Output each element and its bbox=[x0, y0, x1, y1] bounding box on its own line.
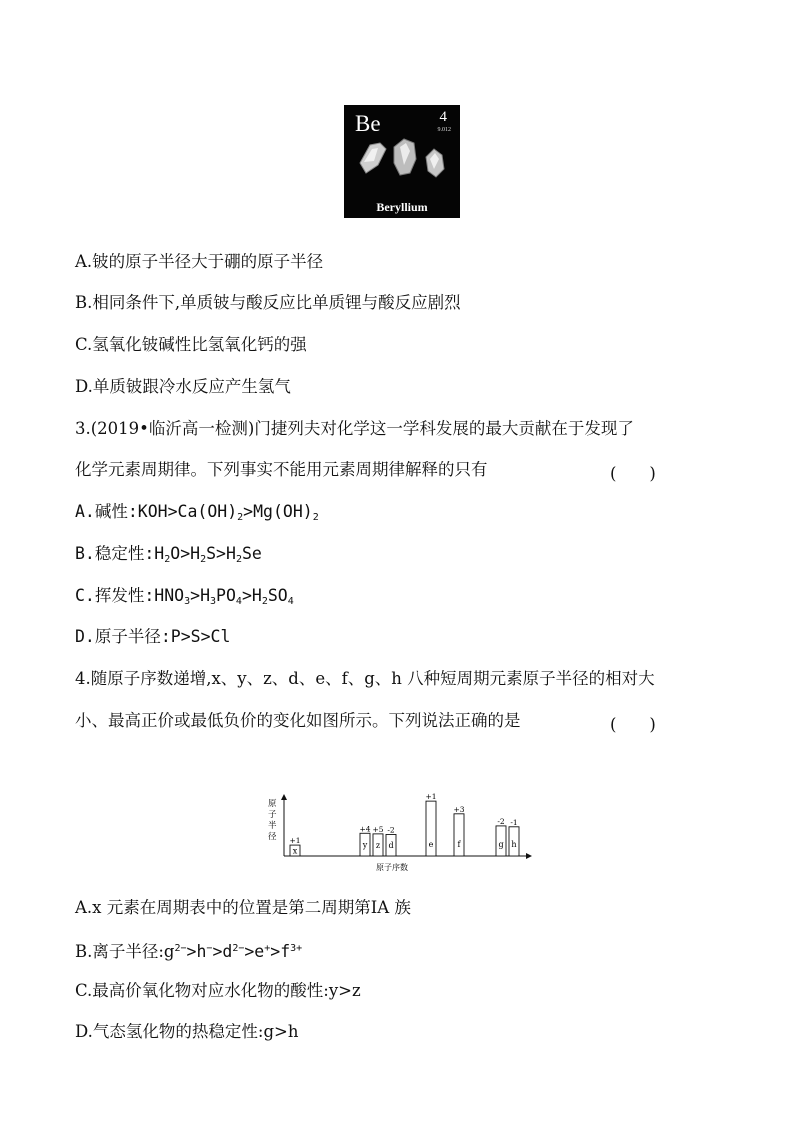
valence-label-d: -2 bbox=[387, 825, 395, 835]
q2-option-b: B.相同条件下,单质铍与酸反应比单质锂与酸反应剧烈 bbox=[75, 293, 461, 312]
element-symbol: Be bbox=[355, 111, 381, 136]
bar-label-z: z bbox=[375, 840, 381, 850]
valence-label-y: +4 bbox=[359, 824, 371, 834]
q4-option-c: C.最高价氧化物对应水化物的酸性:y>z bbox=[75, 981, 361, 1000]
bar-label-y: y bbox=[362, 840, 368, 850]
valence-label-f: +3 bbox=[453, 804, 465, 814]
q4-option-a: A.x 元素在周期表中的位置是第二周期第ⅠA 族 bbox=[75, 898, 411, 917]
x-axis-arrow-icon bbox=[526, 853, 532, 859]
bar-f bbox=[454, 814, 464, 856]
q3-answer-blank: ( ) bbox=[610, 464, 656, 483]
y-axis-arrow-icon bbox=[281, 794, 287, 800]
valence-label-z: +5 bbox=[372, 824, 384, 834]
valence-label-g: -2 bbox=[497, 816, 505, 826]
q3-option-b: B.稳定性$:H_2O>H_2S>H_2Se$ bbox=[75, 544, 262, 565]
q2-option-c: C.氢氧化铍碱性比氢氧化钙的强 bbox=[75, 335, 307, 354]
atomic-radius-bar-chart bbox=[264, 793, 534, 875]
atomic-mass: 9.012 bbox=[437, 127, 451, 133]
q2-option-a: A.铍的原子半径大于硼的原子半径 bbox=[75, 252, 324, 271]
q3-option-d: D.原子半径:P>S>Cl bbox=[75, 627, 231, 646]
valence-label-e: +1 bbox=[425, 793, 437, 802]
q4-option-b: B.离子半径$:g^{2-}>h^->d^{2-}>e^+>f^{3+}$ bbox=[75, 942, 303, 961]
q3-stem-line1: 3.(2019•临沂高一检测)门捷列夫对化学这一学科发展的最大贡献在于发现了 bbox=[75, 419, 634, 438]
q2-option-d: D.单质铍跟冷水反应产生氢气 bbox=[75, 377, 291, 396]
q4-stem-line1: 4.随原子序数递增,x、y、z、d、e、f、g、h 八种短周期元素原子半径的相对大 bbox=[75, 669, 655, 688]
valence-label-x: +1 bbox=[289, 836, 301, 846]
q3-option-a: A.碱性$:KOH>Ca(OH)_2>Mg(OH)_2$ bbox=[75, 502, 319, 523]
bar-label-d: d bbox=[388, 841, 394, 851]
x-axis-label: 原子序数 bbox=[376, 863, 408, 872]
bar-label-g: g bbox=[498, 840, 504, 849]
y-axis-label: 原 子 半 径 bbox=[268, 799, 277, 842]
valence-label-h: -1 bbox=[510, 817, 518, 827]
bar-label-h: h bbox=[511, 840, 517, 849]
q4-stem-line2: 小、最高正价或最低负价的变化如图所示。下列说法正确的是 bbox=[75, 711, 521, 730]
q4-option-d: D.气态氢化物的热稳定性:g>h bbox=[75, 1022, 299, 1041]
beryllium-element-image bbox=[344, 105, 460, 218]
q3-option-c: C.挥发性$:HNO_3>H_3PO_4>H_2SO_4$ bbox=[75, 586, 294, 607]
element-name: Beryllium bbox=[376, 200, 428, 214]
bar-label-f: f bbox=[457, 840, 461, 849]
atomic-number: 4 bbox=[439, 109, 447, 125]
q4-answer-blank: ( ) bbox=[610, 715, 656, 734]
bar-label-e: e bbox=[428, 840, 434, 849]
q3-stem-line2: 化学元素周期律。下列事实不能用元素周期律解释的只有 bbox=[75, 460, 488, 479]
beryllium-rocks-icon bbox=[356, 135, 448, 187]
bar-label-x: x bbox=[292, 846, 298, 856]
